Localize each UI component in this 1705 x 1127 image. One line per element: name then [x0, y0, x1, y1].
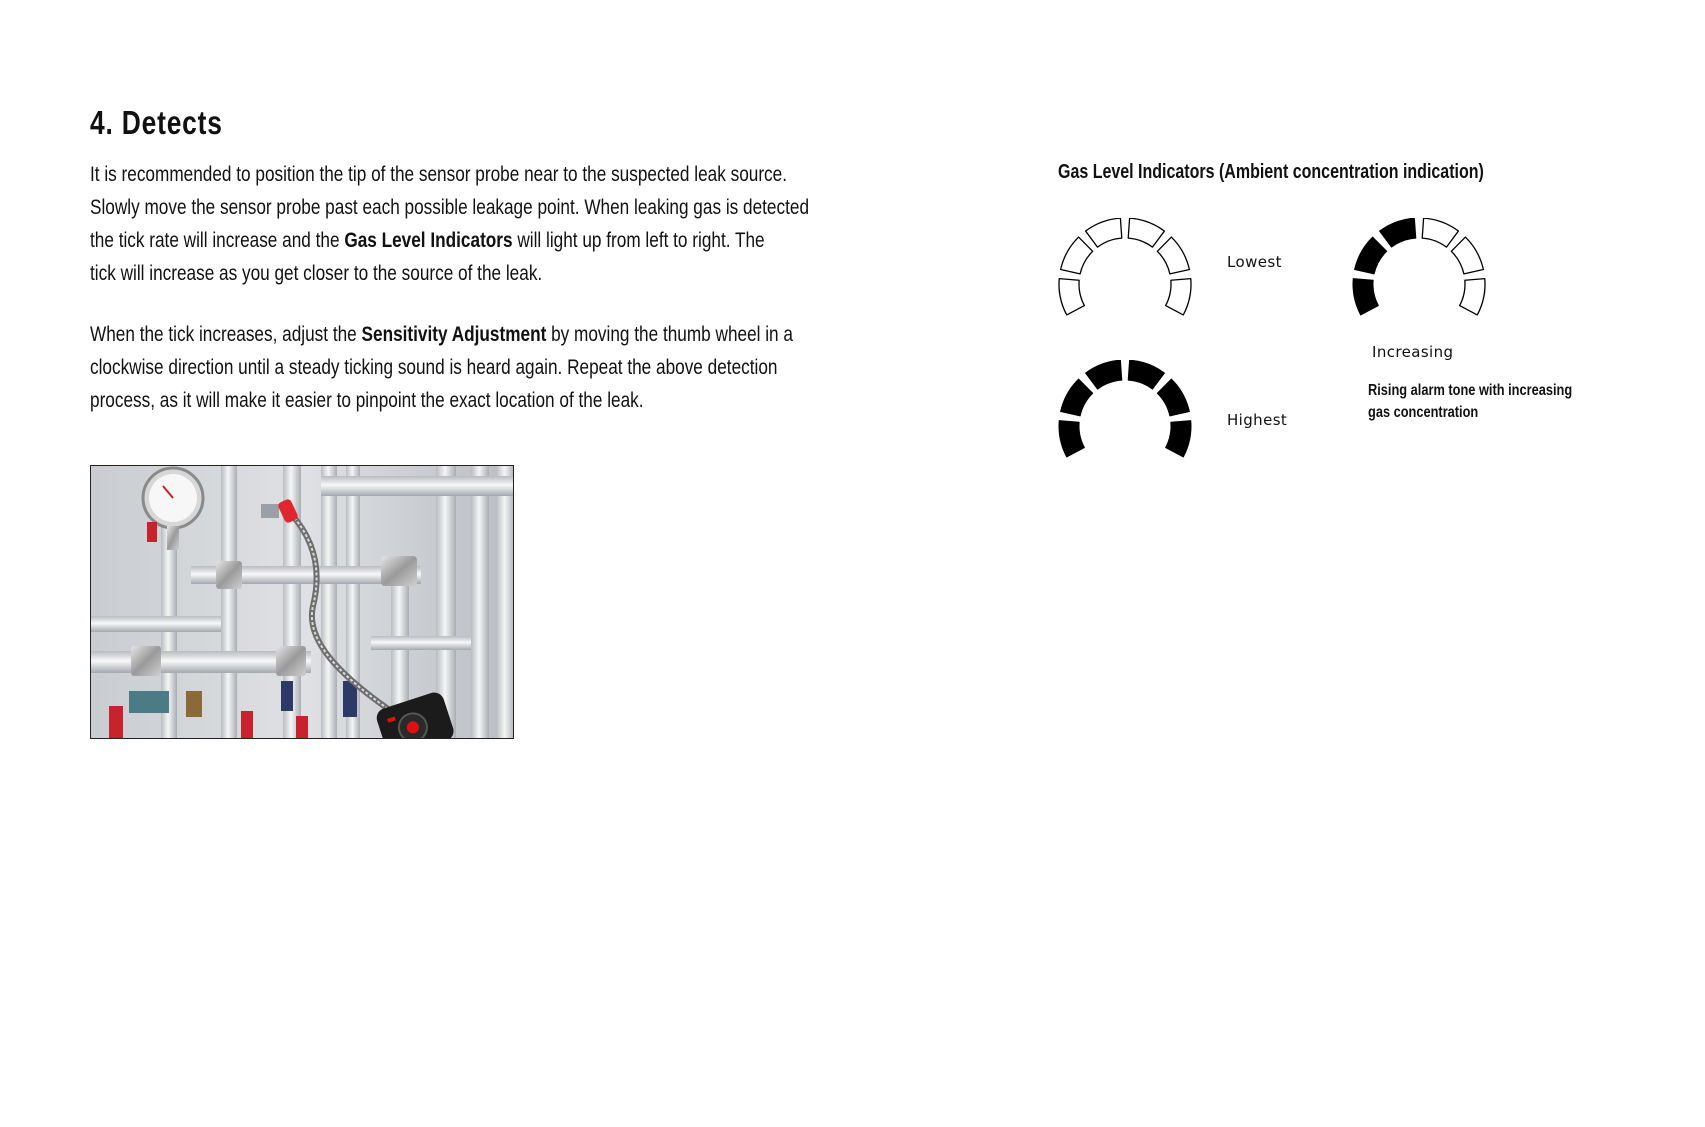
text-run: When the tick increases, adjust the	[90, 322, 362, 346]
gauge-segment-lit	[1061, 379, 1093, 416]
indicators-title: Gas Level Indicators (Ambient concentration indication)	[1058, 161, 1484, 183]
gauge-segment-lit	[1059, 421, 1084, 457]
text-run: the tick rate will increase and the	[90, 228, 345, 252]
gauge-segment-unlit	[1422, 218, 1458, 247]
gauge-segment-unlit	[1451, 237, 1483, 274]
gauge-segment-lit	[1157, 379, 1189, 416]
gauge-label-lowest: Lowest	[1227, 253, 1282, 271]
text-line	[90, 257, 850, 290]
gas-detector-photo	[90, 465, 514, 739]
text-line	[90, 351, 850, 384]
detect-instructions-paragraph	[90, 158, 850, 290]
alarm-tone-caption	[1368, 380, 1572, 424]
sensitivity-adjustment-emphasis: Sensitivity Adjustment	[361, 322, 547, 346]
text-line	[90, 318, 850, 351]
text-line	[90, 191, 850, 224]
section-title: 4. Detects	[90, 104, 223, 141]
text-run: by moving the thumb wheel in a	[546, 322, 793, 346]
gauge-segment-unlit	[1059, 279, 1084, 315]
caption-line: Rising alarm tone with increasing	[1368, 382, 1573, 399]
text-line	[90, 384, 850, 417]
gauge-segment-lit	[1086, 360, 1122, 389]
gauge-highest	[1054, 360, 1196, 472]
gauge-segment-unlit	[1086, 218, 1122, 247]
text-run: It is recommended to position the tip of the sensor probe near to the suspected leak source.	[90, 162, 788, 186]
gauge-label-increasing: Increasing	[1372, 343, 1454, 361]
gauge-segment-lit	[1353, 279, 1378, 315]
gauge-segment-lit	[1355, 237, 1387, 274]
gauge-segment-unlit	[1157, 237, 1189, 274]
text-run: Slowly move the sensor probe past each possible leakage point. When leaking gas is detected	[90, 195, 810, 219]
sensitivity-instructions-paragraph	[90, 318, 850, 417]
gauge-segment-unlit	[1460, 279, 1485, 315]
caption-line: gas concentration	[1368, 404, 1479, 421]
pipes-illustration	[91, 466, 514, 739]
text-run: clockwise direction until a steady ticking sound is heard again. Repeat the above detection	[90, 355, 778, 379]
gauge-label-highest: Highest	[1227, 411, 1288, 429]
text-run: will light up from left to right. The	[512, 228, 765, 252]
gauge-segment-lit	[1380, 218, 1416, 247]
gauge-increasing	[1348, 218, 1490, 330]
gauge-segment-unlit	[1061, 237, 1093, 274]
text-line	[90, 224, 850, 257]
gauge-segment-lit	[1128, 360, 1164, 389]
gauge-segment-lit	[1166, 421, 1191, 457]
text-run: tick will increase as you get closer to the source of the leak.	[90, 261, 543, 285]
gauge-segment-unlit	[1128, 218, 1164, 247]
gas-level-indicators-emphasis: Gas Level Indicators	[344, 228, 513, 252]
text-line	[90, 158, 850, 191]
text-run: process, as it will make it easier to pinpoint the exact location of the leak.	[90, 388, 644, 412]
gauge-lowest	[1054, 218, 1196, 330]
gauge-segment-unlit	[1166, 279, 1191, 315]
